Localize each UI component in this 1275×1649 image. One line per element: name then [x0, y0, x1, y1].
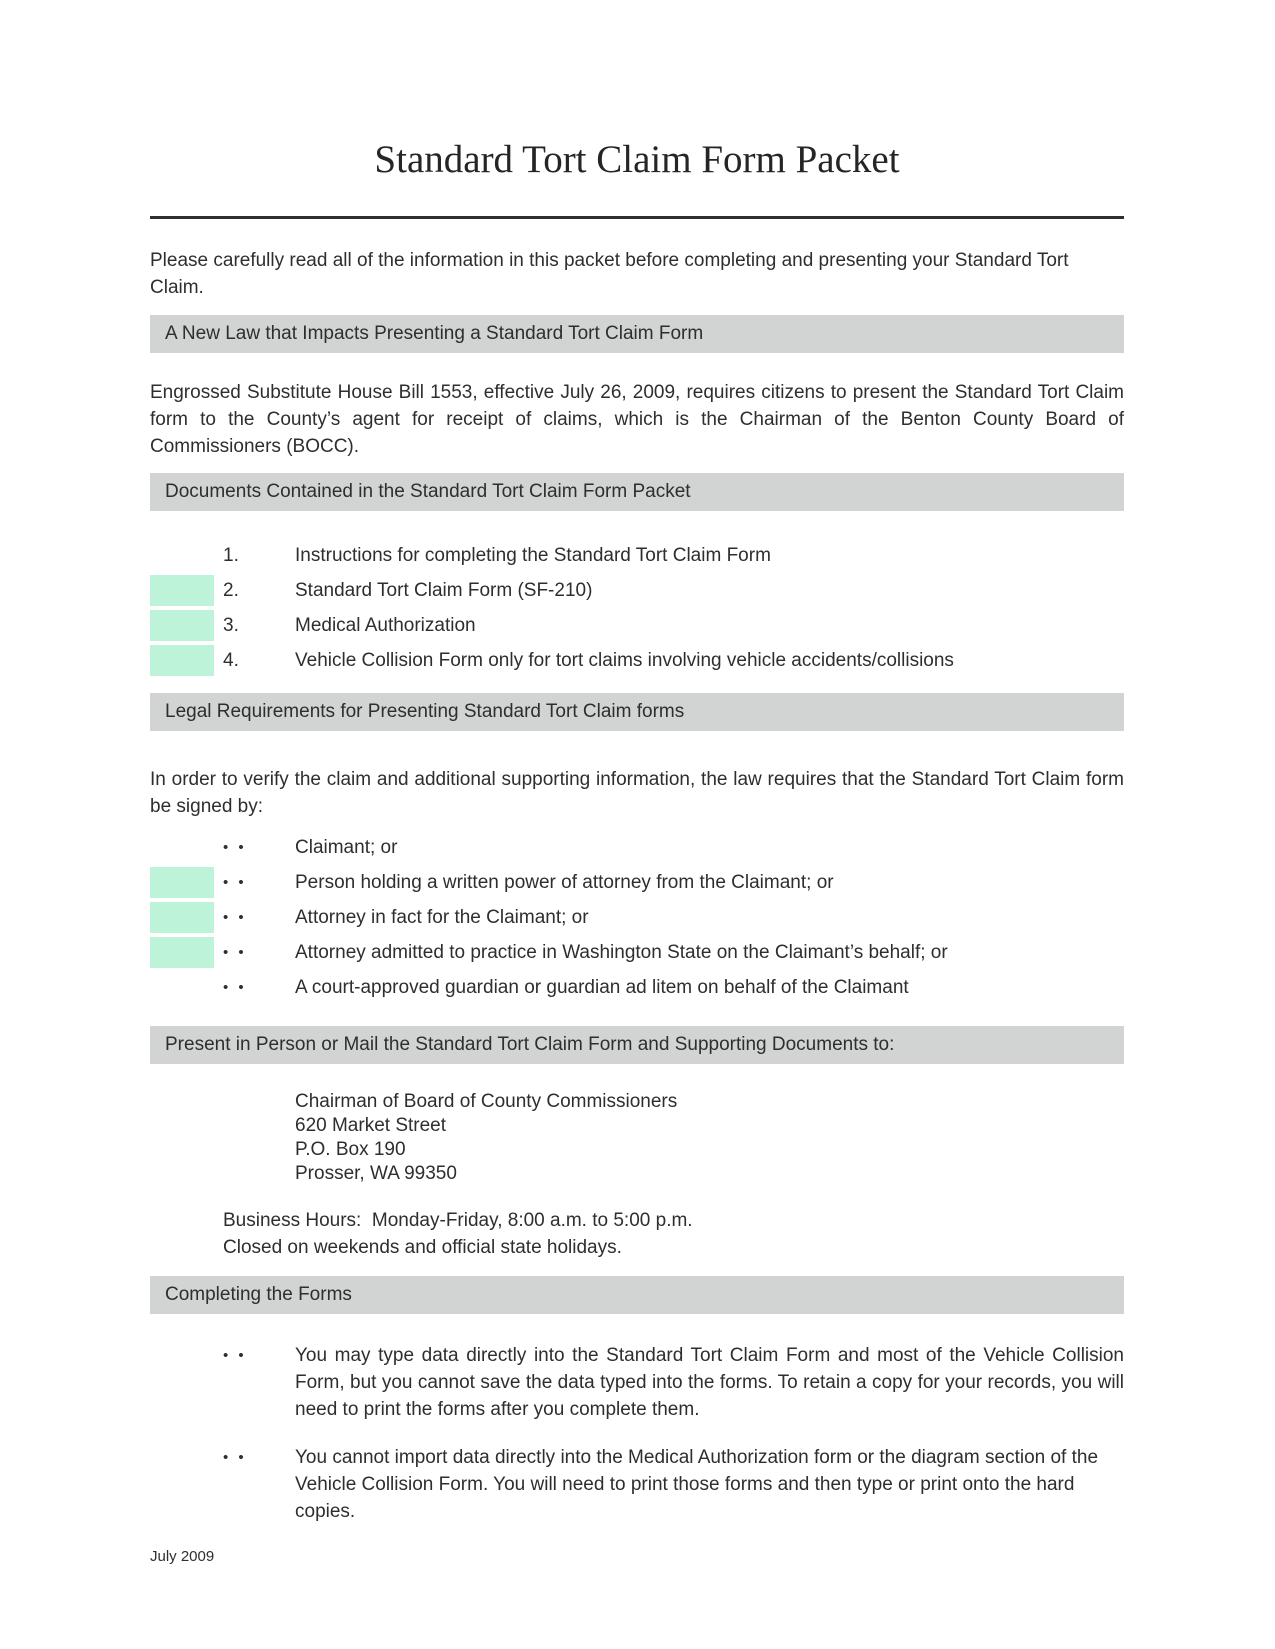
section-heading-label: Completing the Forms [165, 1284, 352, 1305]
highlight-marker [150, 575, 214, 606]
signer-list-item [150, 865, 1124, 900]
signer-list-item [150, 935, 1124, 970]
page-title: Standard Tort Claim Form Packet [374, 138, 900, 181]
legal-paragraph: In order to verify the claim and additional supporting information, the law requires that the Standard Tort Claim form be signed by: [150, 769, 1124, 817]
highlight-marker [150, 832, 214, 863]
highlight-marker [150, 645, 214, 676]
section-heading-label: Documents Contained in the Standard Tort Claim Form Packet [165, 481, 691, 502]
list-item-text: Person holding a written power of attorney from the Claimant; or [295, 872, 834, 893]
completing-bullet-item [150, 1342, 1124, 1423]
bullet-icon: • • [223, 1347, 247, 1364]
signer-list-item [150, 900, 1124, 935]
signer-list-item [150, 830, 1124, 865]
list-number: 2. [223, 580, 239, 601]
list-item-text: Attorney admitted to practice in Washington State on the Claimant’s behalf; or [295, 942, 948, 963]
bullet-icon: • • [223, 839, 247, 856]
bullet-icon: • • [223, 979, 247, 996]
list-number: 1. [223, 545, 239, 566]
section-heading-completing [150, 1276, 1124, 1314]
document-list-item [150, 573, 1124, 608]
document-list-item [150, 643, 1124, 678]
bullet-icon: • • [223, 944, 247, 961]
mailing-address [295, 1090, 1124, 1186]
address-line: Prosser, WA 99350 [295, 1163, 457, 1184]
business-hours-line: Business Hours: Monday-Friday, 8:00 a.m. to 5:00 p.m. [223, 1210, 693, 1231]
list-number: 4. [223, 650, 239, 671]
section-heading-new-law [150, 315, 1124, 353]
highlight-marker [150, 972, 214, 1003]
title-divider [150, 216, 1124, 219]
highlight-marker [150, 867, 214, 898]
document-list-item [150, 608, 1124, 643]
bullet-item-text: You cannot import data directly into the Medical Authorization form or the diagram section of the Vehicle Collision Form. You will need to print those forms and then type or print onto the hard copies. [295, 1447, 1099, 1522]
bullet-icon: • • [223, 909, 247, 926]
highlight-marker [150, 540, 214, 571]
list-item-text: Attorney in fact for the Claimant; or [295, 907, 589, 928]
list-item-text: Medical Authorization [295, 615, 476, 636]
highlight-marker [150, 937, 214, 968]
completing-bullet-item [150, 1444, 1124, 1525]
list-item-text: Vehicle Collision Form only for tort claims involving vehicle accidents/collisions [295, 650, 954, 671]
intro-paragraph: Please carefully read all of the information in this packet before completing and presenting your Standard Tort Claim. [150, 250, 1069, 298]
section-heading-label: Present in Person or Mail the Standard Tort Claim Form and Supporting Documents to: [165, 1034, 895, 1055]
signers-list [150, 830, 1124, 1005]
list-item-text: Standard Tort Claim Form (SF-210) [295, 580, 593, 601]
document-content [150, 0, 1124, 1525]
list-item-text: Instructions for completing the Standard Tort Claim Form [295, 545, 771, 566]
page-footer: July 2009 [150, 1548, 215, 1565]
address-line: 620 Market Street [295, 1115, 447, 1136]
new-law-paragraph: Engrossed Substitute House Bill 1553, effective July 26, 2009, requires citizens to present the Standard Tort Claim form to the County’s agent for receipt of claims, which is the Chairman of the Benton County Board of Commissioners (BOCC). [150, 382, 1124, 457]
bullet-item-text: You may type data directly into the Standard Tort Claim Form and most of the Vehicle Collision Form, but you cannot save the data typed into the forms. To retain a copy for your records, you will need to print the forms after you complete them. [295, 1345, 1124, 1420]
section-heading-legal [150, 693, 1124, 731]
highlight-marker [150, 610, 214, 641]
documents-list [150, 538, 1124, 678]
address-line: Chairman of Board of County Commissioners [295, 1091, 678, 1112]
bullet-icon: • • [223, 1449, 247, 1466]
address-line: P.O. Box 190 [295, 1139, 406, 1160]
highlight-marker [150, 902, 214, 933]
business-hours-line: Closed on weekends and official state holidays. [223, 1237, 622, 1258]
list-item-text: Claimant; or [295, 837, 398, 858]
list-number: 3. [223, 615, 239, 636]
business-hours [223, 1207, 1124, 1261]
section-heading-label: Legal Requirements for Presenting Standard Tort Claim forms [165, 701, 685, 722]
document-list-item [150, 538, 1124, 573]
section-heading-documents [150, 473, 1124, 511]
section-heading-label: A New Law that Impacts Presenting a Standard Tort Claim Form [165, 323, 704, 344]
list-item-text: A court-approved guardian or guardian ad litem on behalf of the Claimant [295, 977, 909, 998]
section-heading-present [150, 1026, 1124, 1064]
bullet-icon: • • [223, 874, 247, 891]
signer-list-item [150, 970, 1124, 1005]
